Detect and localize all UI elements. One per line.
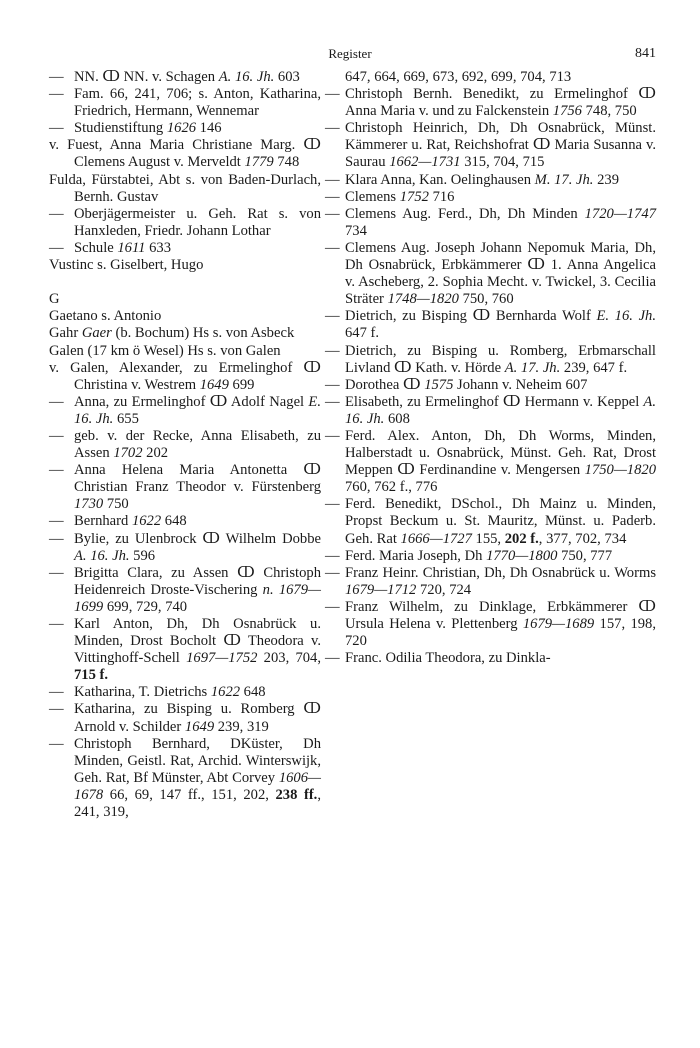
- entry-text: Christoph Heinrich, Dh, Dh Osnabrück, Münst. Kämmerer u. Rat, Reichshofrat ↀ Maria Susanna v. Saurau: [345, 120, 656, 171]
- index-entry: [49, 86, 321, 120]
- entry-text: 720, 724: [416, 581, 472, 598]
- date-italic: A. 16. Jh.: [218, 69, 275, 85]
- date-italic: 1702: [113, 445, 143, 462]
- subentry-dash: —: [49, 239, 64, 256]
- entry-text: 647, 664, 669, 673, 692, 699, 704, 713: [345, 69, 572, 85]
- date-italic: 1748—1820: [387, 291, 459, 308]
- subentry-dash: —: [49, 530, 64, 547]
- index-entry: [325, 650, 656, 667]
- index-entry: [325, 120, 656, 171]
- entry-text: Elisabeth, zu Ermelinghof ↀ Hermann v. Keppel: [345, 393, 644, 410]
- index-entry: [49, 325, 321, 342]
- entry-text: Gahr: [49, 325, 82, 342]
- entry-text: (b. Bochum) Hs s. von Asbeck: [111, 325, 295, 342]
- date-italic: E. 16. Jh.: [596, 308, 656, 325]
- index-entry: [49, 394, 321, 428]
- date-italic: 1622: [131, 513, 162, 530]
- index-entry: [49, 137, 321, 171]
- entry-text: v. Galen, Alexander, zu Ermelinghof ↀ Christina v. Westrem: [49, 359, 321, 393]
- entry-text: Anna, zu Ermelinghof ↀ Adolf Nagel: [74, 393, 309, 410]
- index-entry: [49, 701, 321, 735]
- subentry-dash: —: [49, 513, 64, 530]
- index-entry: [49, 360, 321, 394]
- index-entry: [325, 172, 656, 189]
- date-italic: 1756: [552, 103, 582, 120]
- date-italic: 1679—1712: [345, 581, 417, 598]
- date-italic: 1611: [117, 239, 146, 256]
- date-italic: 1606—1678: [74, 769, 321, 803]
- index-entry: [325, 308, 656, 342]
- index-entry: [49, 565, 321, 616]
- subentry-dash: —: [49, 684, 64, 701]
- entry-text: , 377, 702, 734: [538, 530, 627, 547]
- entry-text: 734: [345, 222, 367, 239]
- date-italic: 1679—1689: [522, 616, 595, 632]
- date-italic: M. 17. Jh.: [534, 171, 594, 188]
- section-letter: [49, 291, 321, 308]
- entry-text: 608: [384, 410, 410, 427]
- entry-text: Bernhard: [74, 513, 132, 530]
- subentry-dash: —: [325, 205, 340, 222]
- entry-text: 66, 69, 147 ff., 151, 202,: [103, 786, 276, 803]
- entry-text: , 241, 319,: [74, 786, 321, 821]
- entry-text: G: [49, 291, 60, 308]
- date-italic: n. 1679—1699: [74, 581, 321, 615]
- entry-text: 748: [273, 154, 300, 171]
- entry-text: Galen (17 km ö Wesel) Hs s. von Galen: [49, 342, 281, 359]
- entry-text: Studienstiftung: [74, 120, 167, 137]
- subentry-dash: —: [325, 120, 340, 137]
- index-entry: [325, 377, 656, 394]
- entry-text: 750: [103, 496, 129, 513]
- entry-text: Franc. Odilia Theodora, zu Dinkla-: [345, 650, 551, 667]
- date-italic: 1730: [74, 496, 104, 513]
- page-ref-bold: 238 ff.: [275, 786, 318, 803]
- subentry-dash: —: [325, 342, 340, 359]
- index-entry: [49, 343, 321, 360]
- index-entry: [325, 548, 656, 565]
- subentry-dash: —: [325, 239, 340, 256]
- entry-text: Katharina, zu Bisping u. Romberg ↀ Arnold v. Schilder: [74, 701, 321, 735]
- date-italic: E. 16. Jh.: [74, 393, 321, 427]
- subentry-dash: —: [49, 393, 64, 410]
- subentry-dash: —: [325, 547, 340, 564]
- subentry-dash: —: [325, 376, 340, 393]
- entry-text: 655: [113, 410, 139, 427]
- entry-text: 633: [145, 239, 172, 256]
- entry-text: 596: [129, 547, 156, 564]
- date-italic: 1770—1800: [486, 547, 558, 564]
- entry-text: Christoph Bernh. Benedikt, zu Ermelinghof ↀ Anna Maria v. und zu Falckenstein: [345, 86, 656, 120]
- entry-text: 699: [228, 376, 255, 393]
- subentry-dash: —: [49, 616, 64, 632]
- entry-text: Fam. 66, 241, 706; s. Anton, Katharina, Friedrich, Hermann, Wennemar: [74, 86, 321, 120]
- subentry-dash: —: [325, 598, 340, 615]
- date-italic: Gaer: [81, 325, 112, 342]
- entry-text: Clemens Aug. Joseph Johann Nepomuk Maria, Dh, Dh Osnabrück, Erbkämmerer ↀ 1. Anna Angelica v. Ascheberg, 2. Sophia Mecht. v. Twickel, 3. Cecilia Sträter: [345, 239, 656, 308]
- subentry-dash: —: [325, 564, 340, 581]
- entry-text: 699, 729, 740: [103, 598, 188, 615]
- entry-text: 239, 319: [214, 718, 269, 735]
- entry-text: Franz Heinr. Christian, Dh, Dh Osnabrück u. Worms: [345, 564, 656, 581]
- date-italic: 1626: [166, 120, 197, 137]
- date-italic: A. 16. Jh.: [345, 393, 656, 427]
- index-entry: [325, 428, 656, 496]
- entry-text: Dorothea ↀ: [345, 376, 425, 393]
- subentry-dash: —: [325, 427, 340, 444]
- subentry-dash: —: [49, 735, 64, 752]
- date-italic: 1622: [210, 684, 241, 701]
- entry-text: Bylie, zu Ulenbrock ↀ Wilhelm Dobbe: [74, 530, 321, 547]
- entry-text: Gaetano s. Antonio: [49, 308, 162, 325]
- entry-text: Dietrich, zu Bisping ↀ Bernharda Wolf: [345, 308, 597, 325]
- index-entry: [325, 86, 656, 120]
- index-column-right: [325, 69, 656, 667]
- entry-text: Fulda, Fürstabtei, Abt s. von Baden-Durlach, Bernh. Gustav: [49, 171, 321, 205]
- section-gap: [49, 274, 321, 291]
- index-entry: [49, 513, 321, 530]
- entry-text: Klara Anna, Kan. Oelinghausen: [345, 171, 535, 188]
- entry-text: 648: [240, 684, 266, 701]
- date-italic: 1575: [424, 376, 454, 393]
- date-italic: 1662—1731: [389, 154, 461, 171]
- entry-text: 202: [142, 445, 169, 462]
- entry-text: Johann v. Neheim 607: [453, 376, 588, 393]
- entry-text: 748, 750: [581, 103, 637, 120]
- subentry-dash: —: [49, 69, 64, 85]
- entry-text: v. Fuest, Anna Maria Christiane Marg. ↀ Clemens August v. Merveldt: [49, 137, 321, 171]
- date-italic: A. 16. Jh.: [74, 547, 130, 564]
- entry-text: Franz Wilhelm, zu Dinklage, Erbkämmerer ↀ Ursula Helena v. Plettenberg: [345, 598, 656, 632]
- subentry-dash: —: [49, 564, 64, 581]
- index-entry: [325, 206, 656, 240]
- index-entry: [49, 531, 321, 565]
- index-entry: [49, 120, 321, 137]
- index-entry: [49, 428, 321, 462]
- index-entry: [49, 308, 321, 325]
- subentry-dash: —: [325, 308, 340, 325]
- entry-text: Ferd. Alex. Anton, Dh, Dh Worms, Minden, Halberstadt u. Osnabrück, Münst. Geh. Rat, Drost Meppen ↀ Ferdinandine v. Mengersen: [345, 427, 656, 479]
- entry-text: 203, 704,: [257, 650, 321, 667]
- date-italic: 1752: [399, 188, 429, 205]
- date-italic: 1779: [244, 154, 274, 171]
- index-column-left: [49, 69, 321, 821]
- date-italic: 1750—1820: [584, 462, 656, 479]
- entry-text: Christoph Bernhard, DKüster, Dh Minden, Geistl. Rat, Archid. Winterswijk, Geh. Rat, Bf Münster, Abt Corvey: [74, 735, 321, 786]
- entry-text: Brigitta Clara, zu Assen ↀ Christoph Heidenreich Droste-Vischering: [74, 564, 321, 598]
- entry-text: 239: [593, 171, 619, 188]
- entry-text: Katharina, T. Dietrichs: [74, 684, 211, 701]
- index-entry: [325, 496, 656, 547]
- entry-text: Vustinc s. Giselbert, Hugo: [49, 257, 204, 274]
- index-entry: [325, 189, 656, 206]
- subentry-dash: —: [325, 171, 340, 188]
- entry-text: geb. v. der Recke, Anna Elisabeth, zu Assen: [74, 427, 321, 462]
- running-header-title: Register: [328, 46, 372, 61]
- entry-text: Anna Helena Maria Antonetta ↀ Christian Franz Theodor v. Fürstenberg: [74, 462, 321, 496]
- index-entry: [49, 736, 321, 821]
- entry-text: 716: [428, 188, 455, 205]
- entry-text: 750, 777: [557, 547, 613, 564]
- index-entry: [325, 394, 656, 428]
- subentry-dash: —: [49, 120, 64, 137]
- date-italic: A. 17. Jh.: [504, 359, 561, 376]
- entry-text: 750, 760: [458, 291, 514, 308]
- subentry-dash: —: [325, 650, 340, 667]
- index-entry: [49, 240, 321, 257]
- date-italic: 1649: [184, 718, 215, 735]
- subentry-dash: —: [49, 427, 64, 444]
- index-entry: [49, 257, 321, 274]
- subentry-dash: —: [49, 86, 64, 103]
- entry-text: Clemens Aug. Ferd., Dh, Dh Minden: [345, 205, 585, 222]
- page-ref-bold: 715 f.: [74, 667, 109, 684]
- subentry-dash: —: [325, 188, 340, 205]
- index-entry: [49, 616, 321, 684]
- index-entry: [325, 599, 656, 650]
- entry-text: 315, 704, 715: [460, 154, 545, 171]
- entry-text: 155,: [471, 530, 505, 547]
- entry-text: Ferd. Benedikt, DSchol., Dh Mainz u. Minden, Propst Beckum u. St. Mauritz, Münst. u. Paderb. Geh. Rat: [345, 496, 656, 547]
- entry-text: 603: [274, 69, 300, 85]
- date-italic: 1649: [199, 376, 229, 393]
- subentry-dash: —: [49, 701, 64, 718]
- entry-text: Ferd. Maria Joseph, Dh: [345, 547, 487, 564]
- subentry-dash: —: [325, 496, 340, 513]
- subentry-dash: —: [325, 393, 340, 410]
- index-entry: [325, 69, 656, 86]
- index-entry: [325, 565, 656, 599]
- subentry-dash: —: [49, 205, 64, 222]
- index-entry: [49, 206, 321, 240]
- entry-text: Clemens: [345, 188, 400, 205]
- entry-text: 760, 762 f., 776: [345, 479, 438, 496]
- subentry-dash: —: [325, 86, 340, 103]
- entry-text: 146: [196, 120, 222, 137]
- index-entry: [49, 69, 321, 86]
- date-italic: 1666—1727: [400, 530, 472, 547]
- entry-text: Schule: [74, 239, 118, 256]
- entry-text: Oberjägermeister u. Geh. Rat s. von Hanxleden, Friedr. Johann Lothar: [74, 205, 321, 239]
- entry-text: 239, 647 f.: [560, 359, 628, 376]
- index-entry: [49, 684, 321, 701]
- page-number: 841: [635, 46, 656, 61]
- index-entry: [325, 343, 656, 377]
- index-entry: [49, 462, 321, 513]
- page-ref-bold: 202 f.: [504, 530, 539, 547]
- date-italic: 1697—1752: [186, 650, 258, 667]
- entry-text: NN. ↀ NN. v. Schagen: [74, 69, 219, 85]
- entry-text: Karl Anton, Dh, Dh Osnabrück u. Minden, Drost Bocholt ↀ Theodora v. Vittinghoff-Schell: [74, 616, 321, 667]
- subentry-dash: —: [49, 462, 64, 479]
- date-italic: 1720—1747: [584, 205, 656, 222]
- entry-text: 648: [161, 513, 187, 530]
- index-entry: [325, 240, 656, 308]
- index-entry: [49, 172, 321, 206]
- entry-text: Dietrich, zu Bisping u. Romberg, Erbmarschall Livland ↀ Kath. v. Hörde: [345, 342, 656, 376]
- entry-text: 647 f.: [345, 325, 380, 342]
- entry-text: 157, 198, 720: [345, 616, 656, 650]
